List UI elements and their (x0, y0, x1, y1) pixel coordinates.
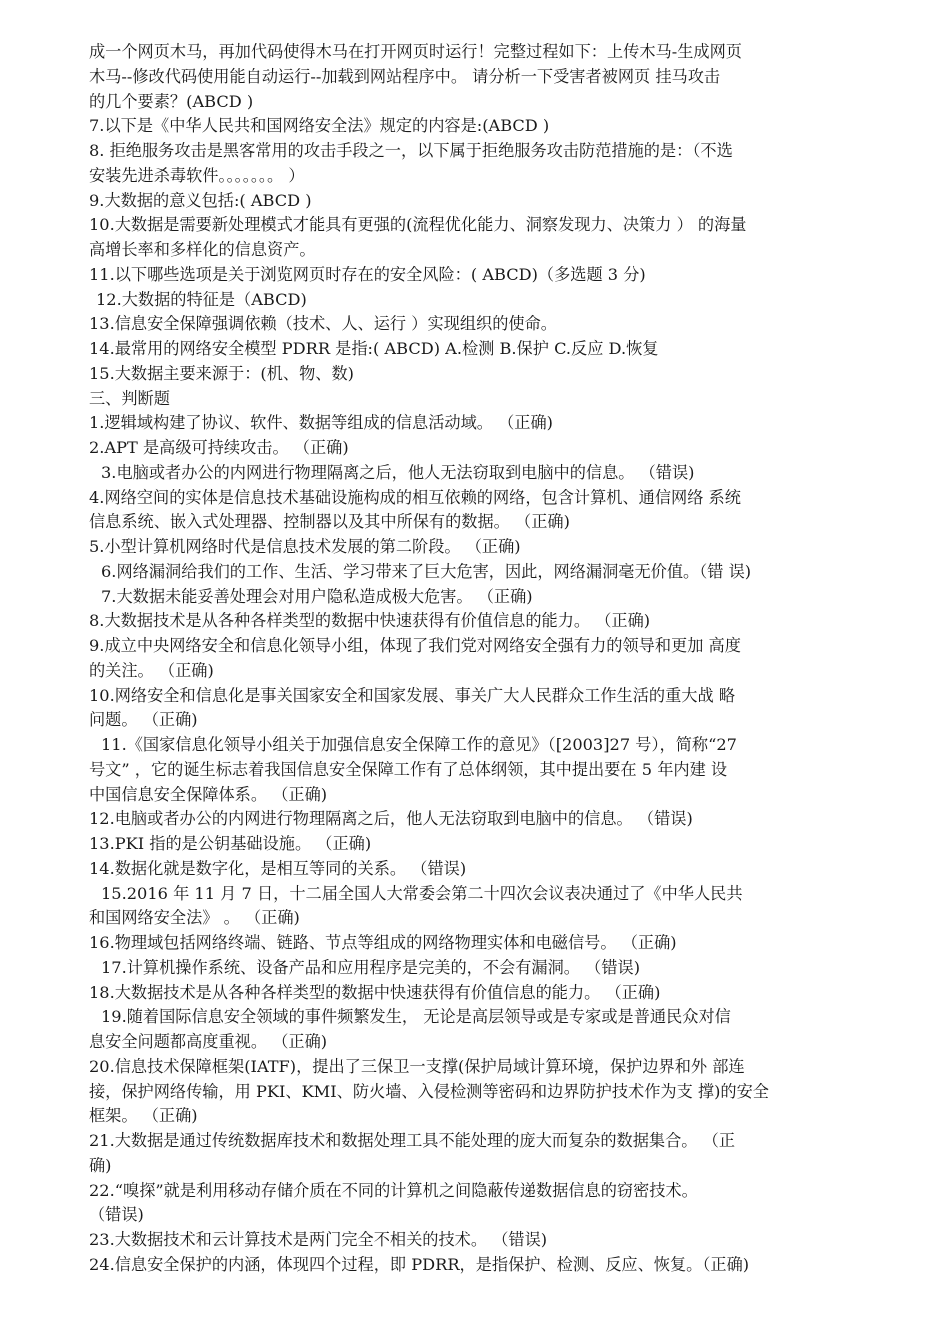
text-line: 4.网络空间的实体是信息技术基础设施构成的相互依赖的网络，包含计算机、通信网络 系统 (89, 487, 741, 507)
text-line: 6.网络漏洞给我们的工作、生活、学习带来了巨大危害，因此，网络漏洞毫无价值。（错 误) (101, 561, 752, 581)
text-line: 23.大数据技术和云计算技术是两门完全不相关的技术。 （错误) (89, 1230, 548, 1249)
text-line: 7.大数据未能妥善处理会对用户隐私造成极大危害。 （正确) (101, 586, 533, 606)
text-line: 木马--修改代码使用能自动运行--加载到网站程序中。 请分析一下受害者被网页 挂马攻击 (89, 66, 721, 86)
text-line: 信息系统、嵌入式处理器、控制器以及其中所保有的数据。 （正确) (89, 512, 570, 532)
text-line: 成一个网页木马，再加代码使得木马在打开网页时运行！完整过程如下：上传木马-生成网页 (89, 42, 742, 61)
text-line: 13.信息安全保障强调依赖（技术、人、运行 ）实现组织的使命。 (89, 314, 557, 334)
text-line: 安装先进杀毒软件。。。。。。。 ） (89, 165, 305, 185)
text-line: 7.以下是《中华人民共和国网络安全法》规定的内容是:(ABCD ) (89, 116, 550, 136)
text-line: 2.APT 是高级可持续攻击。 （正确) (89, 438, 349, 457)
text-line: 18.大数据技术是从各种各样类型的数据中快速获得有价值信息的能力。 （正确) (89, 982, 661, 1002)
text-line: 3.电脑或者办公的内网进行物理隔离之后，他人无法窃取到电脑中的信息。 （错误) (101, 462, 695, 482)
text-line: 15.2016 年 11 月 7 日，十二届全国人大常委会第二十四次会议表决通过了《中华人民共 (101, 883, 743, 903)
text-line: 21.大数据是通过传统数据库技术和数据处理工具不能处理的庞大而复杂的数据集合。 （正 (89, 1131, 736, 1150)
text-line: 12.大数据的特征是（ABCD) (96, 289, 307, 309)
text-line: 10.大数据是需要新处理模式才能具有更强的(流程优化能力、洞察发现力、决策力 ） 的海量 (89, 215, 747, 235)
text-line: 24.信息安全保护的内涵，体现四个过程，即 PDRR，是指保护、检测、反应、恢复。（正确) (89, 1254, 750, 1274)
text-line: 14.最常用的网络安全模型 PDRR 是指:( ABCD) A.检测 B.保护 C.反应 D.恢复 (89, 339, 659, 358)
text-line: 的几个要素？(ABCD ) (89, 91, 254, 111)
text-line: 框架。 （正确) (89, 1106, 198, 1126)
text-line: 13.PKI 指的是公钥基础设施。 （正确) (89, 834, 372, 853)
text-line: 和国网络安全法》 。 （正确) (89, 908, 300, 928)
text-line: 三、判断题 (89, 388, 170, 408)
text-line: 号文” ，它的诞生标志着我国信息安全保障工作有了总体纲领，其中提出要在 5 年内建 设 (89, 759, 728, 779)
text-line: 16.物理域包括网络终端、链路、节点等组成的网络物理实体和电磁信号。 （正确) (89, 933, 677, 952)
text-line: （错误) (89, 1205, 144, 1225)
text-line: 息安全问题都高度重视。 （正确) (89, 1032, 328, 1051)
text-line: 10.网络安全和信息化是事关国家安全和国家发展、事关广大人民群众工作生活的重大战 略 (89, 685, 736, 705)
text-line: 11.以下哪些选项是关于浏览网页时存在的安全风险：( ABCD)（多选题 3 分) (89, 264, 646, 284)
text-line: 14.数据化就是数字化，是相互等同的关系。 （错误) (89, 858, 467, 878)
text-line: 1.逻辑域构建了协议、软件、数据等组成的信息活动域。 （正确) (89, 413, 553, 433)
text-line: 9.大数据的意义包括:( ABCD ) (89, 190, 312, 210)
text-line: 8. 拒绝服务攻击是黑客常用的攻击手段之一，以下属于拒绝服务攻击防范措施的是：（不选 (89, 141, 733, 160)
text-line: 高增长率和多样化的信息资产。 (89, 240, 316, 259)
text-line: 问题。 （正确) (89, 710, 198, 730)
text-line: 12.电脑或者办公的内网进行物理隔离之后，他人无法窃取到电脑中的信息。 （错误) (89, 809, 693, 829)
text-line: 接，保护网络传输，用 PKI、KMI、防火墙、入侵检测等密码和边界防护技术作为支 撑)的安全 (89, 1081, 769, 1101)
text-line: 5.小型计算机网络时代是信息技术发展的第二阶段。 （正确) (89, 537, 521, 556)
text-line: 17.计算机操作系统、设备产品和应用程序是完美的，不会有漏洞。 （错误) (101, 957, 641, 977)
text-line: 15.大数据主要来源于：(机、物、数) (89, 363, 354, 383)
text-line: 20.信息技术保障框架(IATF)，提出了三保卫一支撑(保护局域计算环境，保护边界和外 部连 (89, 1056, 745, 1076)
text-line: 的关注。 （正确) (89, 660, 214, 680)
text-line: 22.“嗅探”就是利用移动存储介质在不同的计算机之间隐蔽传递数据信息的窃密技术。 (89, 1180, 698, 1200)
text-line: 确) (89, 1155, 112, 1175)
text-line: 19.随着国际信息安全领域的事件频繁发生， 无论是高层领导或是专家或是普通民众对信 (101, 1007, 731, 1027)
text-line: 11.《国家信息化领导小组关于加强信息安全保障工作的意见》（[2003]27 号），简称“27 (101, 735, 737, 754)
text-line: 9.成立中央网络安全和信息化领导小组，体现了我们党对网络安全强有力的领导和更加 高度 (89, 636, 741, 655)
text-line: 8.大数据技术是从各种各样类型的数据中快速获得有价值信息的能力。 （正确) (89, 611, 651, 631)
text-line: 中国信息安全保障体系。 （正确) (89, 784, 328, 804)
